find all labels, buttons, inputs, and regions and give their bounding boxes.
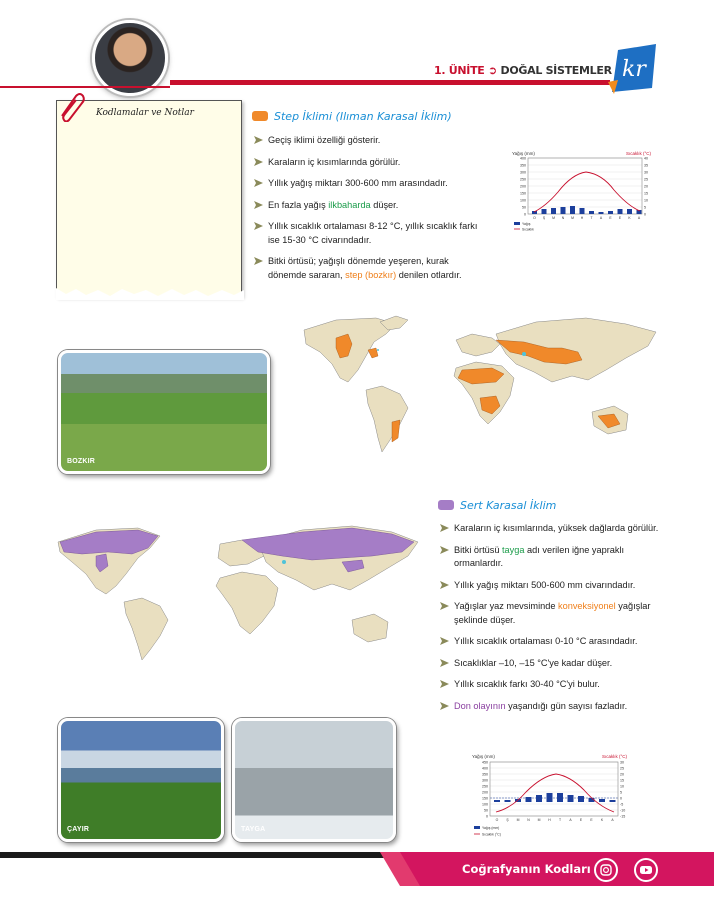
- svg-text:T: T: [590, 216, 593, 220]
- svg-text:E: E: [618, 216, 622, 220]
- sert-climograph: [470, 752, 640, 842]
- header-rule-left: [0, 86, 170, 88]
- svg-text:150: 150: [520, 191, 526, 196]
- list-item: Don olayının yaşandığı gün sayısı fazladır.: [440, 700, 662, 714]
- logo-text: kr: [622, 57, 646, 82]
- svg-text:150: 150: [482, 796, 488, 801]
- svg-text:A: A: [611, 818, 614, 822]
- instagram-icon[interactable]: [594, 858, 618, 882]
- svg-text:A: A: [599, 216, 603, 220]
- list-item: Bitki örtüsü; yağışlı dönemde yeşeren, kurak dönemde sararan, step (bozkır) denilen otlardır.: [254, 255, 482, 282]
- bullet-arrow-icon: [254, 158, 263, 166]
- bullet-arrow-icon: [440, 680, 449, 688]
- svg-text:50: 50: [522, 205, 526, 210]
- climo2-left-label: Yağış (mm): [472, 754, 495, 759]
- bullet-arrow-icon: [440, 581, 449, 589]
- bullet-arrow-icon: [440, 702, 449, 710]
- step-world-map: [296, 312, 662, 460]
- bullet-arrow-icon: [440, 659, 449, 667]
- svg-text:250: 250: [482, 784, 488, 789]
- author-avatar: [92, 20, 168, 96]
- climo2-right-label: Sıcaklık (°C): [602, 754, 628, 759]
- unit-title: DOĞAL SİSTEMLER: [500, 64, 612, 77]
- list-item: Yıllık sıcaklık ortalaması 8-12 °C, yıllık sıcaklık farkı ise 15-30 °C civarındadır.: [254, 220, 482, 247]
- svg-text:10: 10: [644, 198, 648, 203]
- paperclip-icon: [56, 92, 86, 122]
- header-rule: [170, 80, 610, 85]
- tayga-photo-label: TAYGA: [241, 826, 266, 833]
- svg-text:50: 50: [484, 808, 488, 813]
- svg-text:-15: -15: [620, 814, 626, 819]
- svg-text:400: 400: [482, 766, 488, 771]
- list-item: Yağışlar yaz mevsiminde konveksiyonel yağışlar şeklinde düşer.: [440, 600, 662, 627]
- footer-title: Coğrafyanın Kodları: [462, 862, 591, 876]
- svg-text:300: 300: [520, 170, 526, 175]
- list-item: En fazla yağış ilkbaharda düşer.: [254, 199, 482, 213]
- svg-text:20: 20: [620, 772, 624, 777]
- svg-text:25: 25: [644, 177, 648, 182]
- svg-text:E: E: [609, 216, 612, 220]
- cayir-photo: [58, 718, 224, 842]
- svg-text:0: 0: [486, 814, 488, 819]
- svg-text:Yağış: Yağış: [522, 222, 531, 226]
- svg-text:E: E: [590, 818, 593, 822]
- svg-text:40: 40: [644, 156, 648, 161]
- sert-badge-icon: [438, 500, 454, 510]
- svg-text:450: 450: [482, 760, 488, 765]
- svg-text:Yağış (mm): Yağış (mm): [482, 826, 500, 830]
- svg-text:N: N: [561, 216, 565, 220]
- step-climograph: [510, 148, 660, 234]
- bullet-arrow-icon: [440, 546, 449, 554]
- svg-text:350: 350: [482, 772, 488, 777]
- svg-text:30: 30: [620, 760, 624, 765]
- svg-text:0: 0: [620, 796, 622, 801]
- svg-text:M: M: [537, 818, 541, 822]
- svg-text:25: 25: [620, 766, 624, 771]
- bullet-arrow-icon: [254, 179, 263, 187]
- bullet-arrow-icon: [254, 201, 263, 209]
- svg-text:K: K: [628, 216, 631, 220]
- svg-text:5: 5: [620, 790, 622, 795]
- step-bullet-list: [254, 134, 482, 290]
- svg-text:350: 350: [520, 163, 526, 168]
- svg-text:M: M: [571, 216, 574, 220]
- svg-text:M: M: [516, 818, 520, 822]
- list-item: Karaların iç kısımlarında, yüksek dağlarda görülür.: [440, 522, 662, 536]
- list-item: Karaların iç kısımlarında görülür.: [254, 156, 482, 170]
- svg-text:-5: -5: [620, 802, 624, 807]
- svg-text:200: 200: [482, 790, 488, 795]
- svg-text:5: 5: [644, 205, 646, 210]
- svg-text:-10: -10: [620, 808, 626, 813]
- list-item: Yıllık sıcaklık ortalaması 0-10 °C arasındadır.: [440, 635, 662, 649]
- bullet-arrow-icon: [254, 136, 263, 144]
- step-badge-icon: [252, 111, 268, 121]
- youtube-icon[interactable]: [634, 858, 658, 882]
- svg-text:100: 100: [520, 198, 526, 203]
- sert-world-map: [52, 522, 422, 664]
- svg-text:35: 35: [644, 163, 648, 168]
- sert-title: Sert Karasal İklim: [460, 499, 557, 512]
- torn-edge: [56, 284, 244, 300]
- svg-text:Sıcaklık: Sıcaklık: [522, 227, 534, 232]
- svg-text:T: T: [558, 818, 562, 822]
- svg-text:15: 15: [620, 778, 624, 783]
- arrow-icon: ➲: [488, 64, 497, 77]
- cayir-photo-label: ÇAYIR: [67, 826, 90, 833]
- publisher-logo: [608, 42, 660, 94]
- notes-title: Kodlamalar ve Notlar: [96, 108, 194, 118]
- svg-text:A: A: [637, 216, 641, 220]
- bullet-arrow-icon: [440, 524, 449, 532]
- bullet-arrow-icon: [440, 602, 449, 610]
- svg-text:Ş: Ş: [506, 818, 509, 822]
- list-item: Yıllık yağış miktarı 500-600 mm civarındadır.: [440, 579, 662, 593]
- svg-text:0: 0: [524, 212, 526, 217]
- svg-text:H: H: [548, 818, 551, 822]
- climo1-left-label: Yağış (mm): [512, 151, 535, 156]
- bozkir-photo: [58, 350, 270, 474]
- bullet-arrow-icon: [440, 637, 449, 645]
- svg-text:N: N: [527, 818, 530, 822]
- list-item: Yıllık sıcaklık farkı 30-40 °C'yi bulur.: [440, 678, 662, 692]
- list-item: Geçiş iklimi özelliği gösterir.: [254, 134, 482, 148]
- unit-heading: [434, 64, 612, 77]
- list-item: Bitki örtüsü tayga adı verilen iğne yapraklı ormanlardır.: [440, 544, 662, 571]
- climo1-right-label: Sıcaklık (°C): [626, 151, 652, 156]
- notes-card: [56, 100, 242, 297]
- svg-text:0: 0: [644, 212, 646, 217]
- svg-text:K: K: [600, 818, 604, 822]
- tayga-photo: [232, 718, 396, 842]
- svg-text:15: 15: [644, 191, 648, 196]
- bullet-arrow-icon: [254, 222, 263, 230]
- svg-text:300: 300: [482, 778, 488, 783]
- svg-text:10: 10: [620, 784, 624, 789]
- bozkir-photo-label: BOZKIR: [67, 458, 96, 465]
- svg-text:250: 250: [520, 177, 526, 182]
- svg-text:O: O: [533, 216, 536, 220]
- bullet-arrow-icon: [254, 257, 263, 265]
- svg-text:20: 20: [644, 184, 648, 189]
- list-item: Yıllık yağış miktarı 300-600 mm arasındadır.: [254, 177, 482, 191]
- list-item: Sıcaklıklar –10, –15 °C'ye kadar düşer.: [440, 657, 662, 671]
- svg-text:E: E: [579, 818, 583, 822]
- svg-text:Ş: Ş: [542, 216, 546, 220]
- svg-text:A: A: [569, 818, 572, 822]
- svg-text:O: O: [495, 818, 499, 822]
- step-title: Step İklimi (Ilıman Karasal İklim): [274, 110, 452, 123]
- svg-text:Sıcaklık (°C): Sıcaklık (°C): [482, 832, 501, 837]
- svg-text:30: 30: [644, 170, 648, 175]
- sert-bullet-list: [440, 522, 662, 721]
- svg-text:M: M: [552, 216, 555, 220]
- svg-text:200: 200: [520, 184, 526, 189]
- svg-text:H: H: [580, 216, 584, 220]
- svg-text:100: 100: [482, 802, 488, 807]
- unit-label: 1. ÜNİTE: [434, 64, 485, 77]
- svg-text:400: 400: [520, 156, 526, 161]
